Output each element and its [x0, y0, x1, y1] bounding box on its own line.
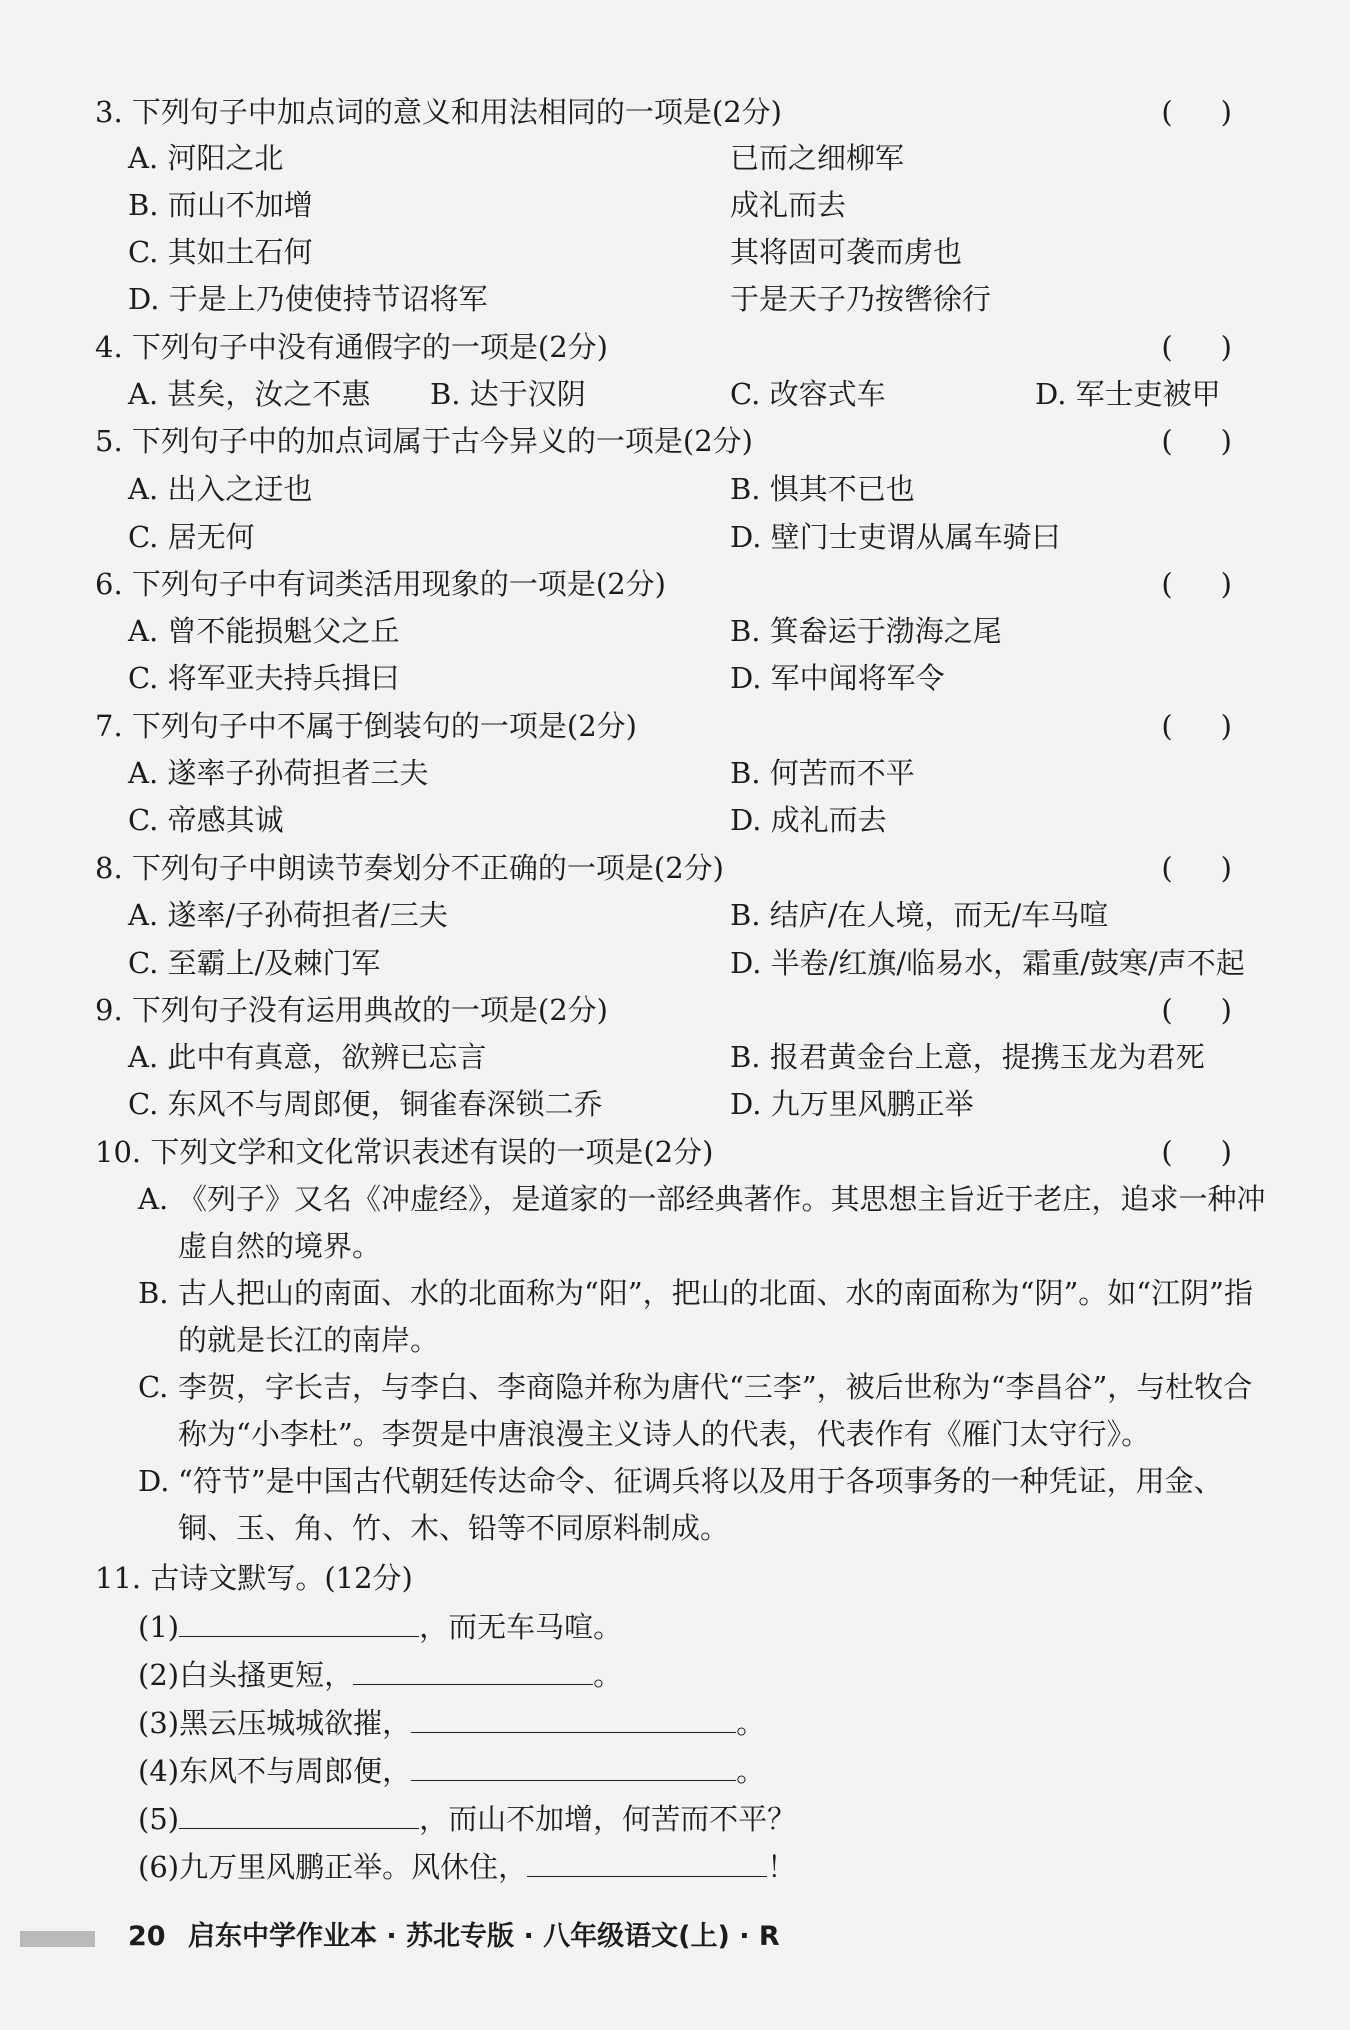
q5-option-a: A. 出入之迂也	[128, 472, 313, 506]
fill-item-5-prefix: (5)	[138, 1802, 180, 1836]
q9-option-a: A. 此中有真意，欲辨已忘言	[128, 1040, 487, 1074]
q10-option-b	[138, 1270, 1278, 1364]
q5-option-b: B. 惧其不已也	[730, 472, 915, 506]
answer-blank-3[interactable]	[411, 1702, 736, 1733]
q10-option-d-label: D.	[138, 1464, 170, 1498]
answer-bracket: ()	[1161, 424, 1280, 458]
answer-blank-5[interactable]	[179, 1798, 419, 1829]
answer-bracket: ()	[1161, 330, 1280, 364]
q9-option-b: B. 报君黄金台上意，提携玉龙为君死	[730, 1040, 1205, 1074]
q3-option-d-left: D. 于是上乃使使持节诏将军	[128, 282, 488, 316]
question-5	[95, 421, 1280, 461]
question-10	[95, 1132, 1280, 1172]
fill-item-3-suffix: 。	[736, 1706, 766, 1740]
q10-option-b-text: 古人把山的南面、水的北面称为“阳”，把山的北面、水的南面称为“阴”。如“江阴”指的就是长江的南岸。	[178, 1276, 1253, 1357]
question-4	[95, 327, 1280, 367]
question-11-stem: 11. 古诗文默写。(12分)	[95, 1561, 413, 1595]
q4-option-c: C. 改容式车	[730, 377, 886, 411]
q9-option-d: D. 九万里风鹏正举	[730, 1087, 974, 1121]
fill-item-6	[138, 1846, 796, 1887]
fill-item-3-prefix: (3)黑云压城城欲摧，	[138, 1706, 412, 1740]
question-8	[95, 848, 1280, 888]
q7-option-a: A. 遂率子孙荷担者三夫	[128, 756, 429, 790]
q10-option-b-label: B.	[138, 1276, 169, 1310]
q10-option-a	[138, 1176, 1278, 1270]
question-3-stem: 3. 下列句子中加点词的意义和用法相同的一项是(2分)	[95, 95, 782, 129]
fill-item-1	[138, 1606, 622, 1647]
fill-item-6-prefix: (6)九万里风鹏正举。风休住，	[138, 1850, 528, 1884]
q8-option-b: B. 结庐/在人境，而无/车马喧	[730, 898, 1109, 932]
q8-option-a: A. 遂率/子孙荷担者/三夫	[128, 898, 448, 932]
fill-item-2-prefix: (2)白头搔更短，	[138, 1658, 354, 1692]
q10-option-a-text: 《列子》又名《冲虚经》，是道家的一部经典著作。其思想主旨近于老庄，追求一种冲虚自然的境界。	[178, 1182, 1266, 1263]
q8-option-c: C. 至霸上/及棘门军	[128, 946, 381, 980]
q3-option-a-right: 已而之细柳军	[730, 141, 905, 175]
q8-option-d: D. 半卷/红旗/临易水，霜重/鼓寒/声不起	[730, 946, 1245, 980]
answer-blank-1[interactable]	[179, 1606, 419, 1637]
question-5-stem: 5. 下列句子中的加点词属于古今异义的一项是(2分)	[95, 424, 753, 458]
q6-option-a: A. 曾不能损魁父之丘	[128, 614, 400, 648]
q4-option-b: B. 达于汉阴	[430, 377, 586, 411]
question-7-stem: 7. 下列句子中不属于倒装句的一项是(2分)	[95, 709, 637, 743]
q10-option-d	[138, 1458, 1278, 1552]
q10-option-c-label: C.	[138, 1370, 169, 1404]
page-number: 20	[128, 1921, 166, 1952]
answer-blank-2[interactable]	[353, 1654, 593, 1685]
q7-option-b: B. 何苦而不平	[730, 756, 915, 790]
q3-option-d-right: 于是天子乃按辔徐行	[730, 282, 992, 316]
fill-item-3	[138, 1702, 765, 1743]
q10-option-d-text: “符节”是中国古代朝廷传达命令、征调兵将以及用于各项事务的一种凭证，用金、铜、玉、角、竹、木、铅等不同原料制成。	[178, 1464, 1223, 1545]
question-4-stem: 4. 下列句子中没有通假字的一项是(2分)	[95, 330, 608, 364]
answer-bracket: ()	[1161, 851, 1280, 885]
answer-blank-4[interactable]	[411, 1750, 736, 1781]
q3-option-a-left: A. 河阳之北	[128, 141, 284, 175]
q5-option-d: D. 壁门士吏谓从属车骑曰	[730, 520, 1061, 554]
fill-item-4	[138, 1750, 765, 1791]
footer-title: 启东中学作业本 · 苏北专版 · 八年级语文(上) · R	[188, 1921, 780, 1952]
question-10-stem: 10. 下列文学和文化常识表述有误的一项是(2分)	[95, 1135, 714, 1169]
q6-option-d: D. 军中闻将军令	[730, 661, 945, 695]
answer-bracket: ()	[1161, 709, 1280, 743]
q5-option-c: C. 居无何	[128, 520, 255, 554]
fill-item-4-prefix: (4)东风不与周郎便，	[138, 1754, 412, 1788]
fill-item-4-suffix: 。	[736, 1754, 766, 1788]
page-footer	[0, 1917, 1350, 1957]
fill-item-1-suffix: ，而无车马喧。	[419, 1610, 623, 1644]
question-3	[95, 92, 1280, 132]
fill-item-2-suffix: 。	[593, 1658, 623, 1692]
q6-option-b: B. 箕畚运于渤海之尾	[730, 614, 1002, 648]
q7-option-c: C. 帝感其诚	[128, 803, 284, 837]
q10-option-c	[138, 1364, 1278, 1458]
question-6-stem: 6. 下列句子中有词类活用现象的一项是(2分)	[95, 567, 666, 601]
question-8-stem: 8. 下列句子中朗读节奏划分不正确的一项是(2分)	[95, 851, 724, 885]
question-7	[95, 706, 1280, 746]
q10-option-a-label: A.	[138, 1182, 169, 1216]
q7-option-d: D. 成礼而去	[730, 803, 887, 837]
q3-option-c-right: 其将固可袭而虏也	[730, 235, 963, 269]
question-9	[95, 990, 1280, 1030]
q6-option-c: C. 将军亚夫持兵揖曰	[128, 661, 400, 695]
q4-option-a: A. 甚矣，汝之不惠	[128, 377, 371, 411]
answer-blank-6[interactable]	[527, 1846, 767, 1877]
q3-option-b-left: B. 而山不加增	[128, 188, 313, 222]
fill-item-5	[138, 1798, 796, 1839]
answer-bracket: ()	[1161, 1135, 1280, 1169]
question-6	[95, 564, 1280, 604]
q4-option-d: D. 军士吏被甲	[1035, 377, 1221, 411]
fill-item-6-suffix: ！	[767, 1850, 797, 1884]
fill-item-2	[138, 1654, 622, 1695]
answer-bracket: ()	[1161, 993, 1280, 1027]
q3-option-c-left: C. 其如土石何	[128, 235, 313, 269]
question-9-stem: 9. 下列句子没有运用典故的一项是(2分)	[95, 993, 608, 1027]
answer-bracket: ()	[1161, 95, 1280, 129]
q10-option-c-text: 李贺，字长吉，与李白、李商隐并称为唐代“三李”，被后世称为“李昌谷”，与杜牧合称为“小李杜”。李贺是中唐浪漫主义诗人的代表，代表作有《雁门太守行》。	[178, 1370, 1253, 1451]
question-11	[95, 1558, 1280, 1598]
q3-option-b-right: 成礼而去	[730, 188, 847, 222]
fill-item-1-prefix: (1)	[138, 1610, 180, 1644]
answer-bracket: ()	[1161, 567, 1280, 601]
footer-decor-bar	[20, 1931, 95, 1947]
q9-option-c: C. 东风不与周郎便，铜雀春深锁二乔	[128, 1087, 603, 1121]
fill-item-5-suffix: ，而山不加增，何苦而不平？	[419, 1802, 797, 1836]
